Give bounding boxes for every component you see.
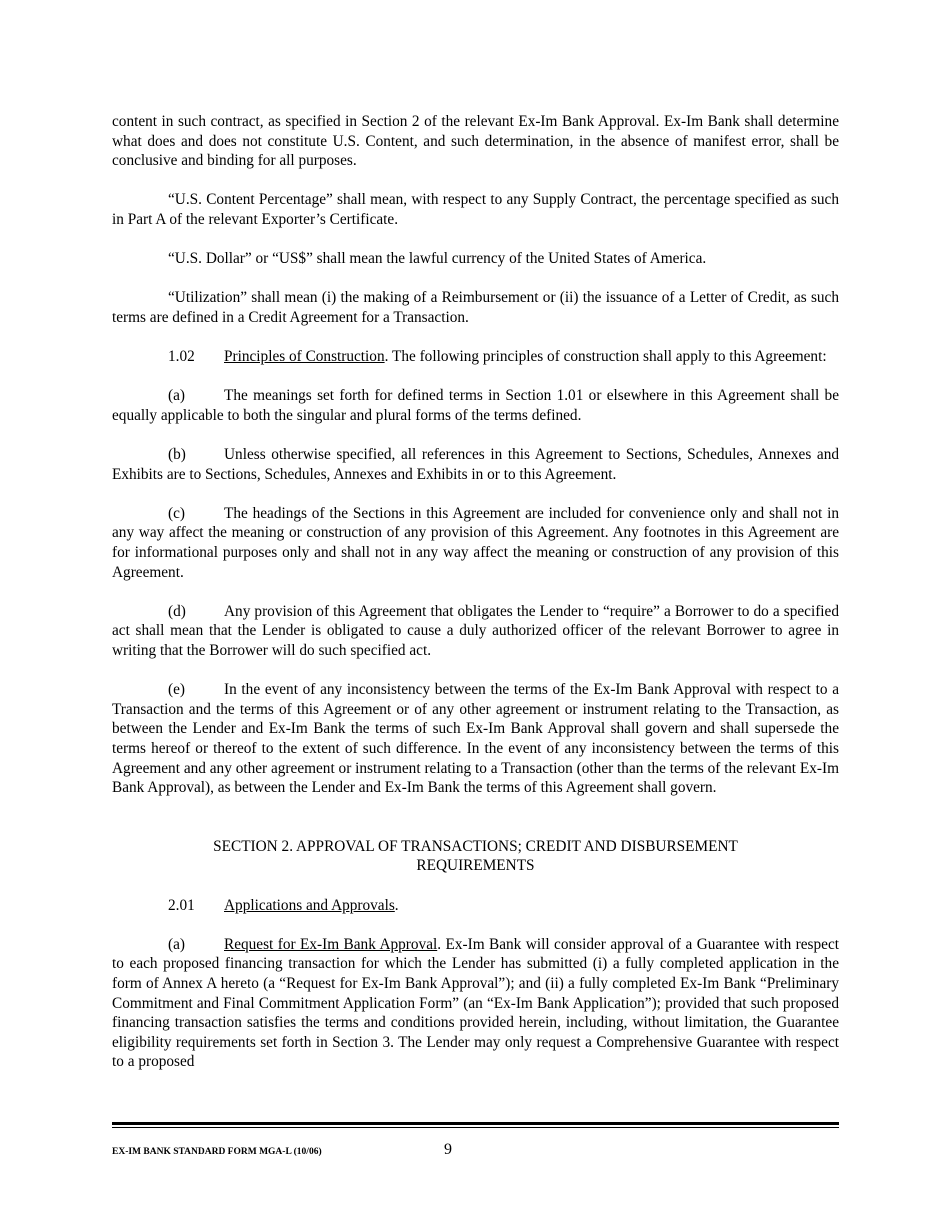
item-text: Any provision of this Agreement that obligates the Lender to “require” a Borrower to do a specified act shall mean that the Lender is obligated to cause a duly authorized officer of the relevant Borrower to agree in writing that the Borrower will do such specified act. (112, 602, 839, 660)
document-body (112, 112, 839, 1092)
item-d (112, 602, 839, 661)
item-text: . Ex-Im Bank will consider approval of a Guarantee with respect to each proposed financing transaction for which the Lender has submitted (i) a fully completed application in the form of Annex A hereto (a “Request for Ex-Im Bank Approval”); and (ii) a fully completed Ex-Im Bank “Preliminary Commitment and Final Commitment Application Form” (an “Ex-Im Bank Application”); provided that such proposed financing transaction satisfies the terms and conditions provided herein, including, without limitation, the Guarantee eligibility requirements set forth in Section 3. The Lender may only request a Comprehensive Guarantee with respect to a proposed (112, 935, 839, 1071)
footer-form-label: EX-IM BANK STANDARD FORM MGA-L (10/06) (112, 1147, 322, 1157)
item-label: (a) (168, 387, 185, 405)
item-title: Request for Ex-Im Bank Approval (224, 935, 438, 953)
footer-rule-thin (112, 1127, 839, 1128)
paragraph-us-dollar: “U.S. Dollar” or “US$” shall mean the lawful currency of the United States of America. (168, 250, 707, 268)
item-a (112, 386, 839, 425)
item-label: (a) (168, 935, 185, 953)
section-2-01 (112, 896, 839, 916)
paragraph-us-content-percentage: “U.S. Content Percentage” shall mean, with respect to any Supply Contract, the percentage specified as such in Part A of the relevant Exporter’s Certificate. (112, 191, 839, 228)
section-title: Principles of Construction (224, 348, 385, 366)
section-2-01-a (112, 935, 839, 1072)
section-number: 1.02 (168, 348, 195, 366)
section-heading-line2: REQUIREMENTS (416, 857, 535, 875)
item-text: The headings of the Sections in this Agreement are included for convenience only and shall not in any way affect the meaning or construction of any provision of this Agreement. Any footnotes in this Agreement are for informational purposes only and shall not in any way affect the meaning or construction of any provision of this Agreement. (112, 504, 839, 581)
section-1-02 (112, 347, 839, 367)
item-text: In the event of any inconsistency between the terms of the Ex-Im Bank Approval with respect to a Transaction and the terms of this Agreement or of any other agreement or instrument relating to the Transaction, as between the Lender and Ex-Im Bank the terms of such Ex-Im Bank Approval shall govern and shall supersede the terms hereof or thereof to the extent of such difference. In the event of any inconsistency between the terms of this Agreement and any other agreement or instrument relating to a Transaction (other than the terms of the relevant Ex-Im Bank Approval), as between the Lender and Ex-Im Bank the terms of this Agreement shall govern. (112, 681, 839, 797)
page-number: 9 (444, 1141, 452, 1158)
item-text: Unless otherwise specified, all references in this Agreement to Sections, Schedules, Annexes and Exhibits are to Sections, Schedules, Annexes and Exhibits in or to this Agreement. (112, 446, 839, 483)
paragraph-utilization: “Utilization” shall mean (i) the making of a Reimbursement or (ii) the issuance of a Letter of Credit, as such terms are defined in a Credit Agreement for a Transaction. (112, 289, 839, 326)
paragraph-us-content-continuation: content in such contract, as specified in Section 2 of the relevant Ex-Im Bank Approval. Ex-Im Bank shall determine what does and does not constitute U.S. Content, and such determination, in the absence of manifest error, shall be conclusive and binding for all purposes. (112, 113, 839, 170)
item-e (112, 680, 839, 798)
item-label: (b) (168, 446, 186, 464)
section-2-heading (112, 837, 839, 876)
section-title: Applications and Approvals (224, 896, 395, 914)
section-suffix: . (394, 896, 399, 914)
section-number: 2.01 (168, 896, 195, 914)
footer-rule-thick (112, 1122, 839, 1125)
section-text: . The following principles of construction shall apply to this Agreement: (384, 348, 827, 366)
item-label: (c) (168, 504, 185, 522)
item-label: (e) (168, 681, 185, 699)
item-b (112, 445, 839, 484)
section-heading-line1: SECTION 2. APPROVAL OF TRANSACTIONS; CREDIT AND DISBURSEMENT (213, 837, 738, 855)
item-label: (d) (168, 602, 186, 620)
item-text: The meanings set forth for defined terms in Section 1.01 or elsewhere in this Agreement shall be equally applicable to both the singular and plural forms of the terms defined. (112, 387, 839, 424)
item-c (112, 504, 839, 582)
